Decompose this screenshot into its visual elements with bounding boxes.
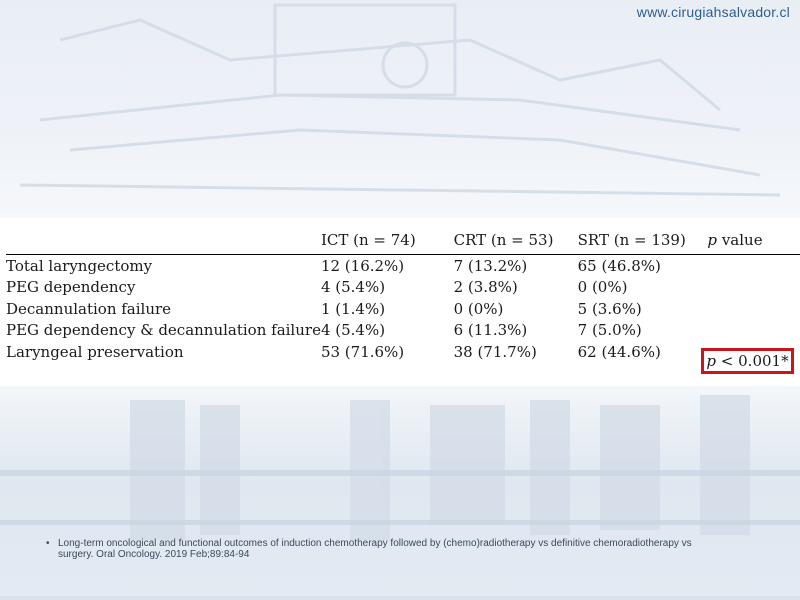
value-word: value: [721, 231, 763, 249]
table-row: [6, 320, 800, 342]
table-row: [6, 341, 800, 363]
header-cell-srt: SRT (n = 139): [578, 226, 708, 255]
cell-ict: 4 (5.4%): [320, 321, 386, 340]
table-row: [6, 255, 800, 277]
row-label: PEG dependency: [6, 278, 136, 297]
row-label: Laryngeal preservation: [6, 342, 184, 361]
site-url[interactable]: www.cirugiahsalvador.cl: [636, 4, 790, 20]
header-cell-ict: ICT (n = 74): [321, 226, 454, 255]
header-cell-p-value: [707, 226, 800, 255]
cell-p: [707, 320, 800, 342]
table-row: [6, 277, 800, 299]
outcomes-table: [6, 226, 800, 363]
cell-crt: 0 (0%): [453, 299, 504, 318]
cell-p: [707, 255, 800, 277]
cell-crt: 38 (71.7%): [453, 342, 537, 361]
row-label: Total laryngectomy: [6, 256, 153, 275]
cell-crt: 2 (3.8%): [453, 278, 518, 297]
cell-p: [707, 298, 800, 320]
citation-bullet: •: [46, 538, 50, 549]
cell-crt: 7 (13.2%): [453, 256, 528, 275]
cell-p: [707, 277, 800, 299]
p-symbol: p: [706, 352, 717, 370]
cell-ict: 53 (71.6%): [320, 342, 405, 361]
cell-ict: 1 (1.4%): [320, 299, 386, 318]
cell-ict: 12 (16.2%): [320, 256, 405, 275]
cell-srt: 62 (44.6%): [577, 342, 661, 361]
table-row: [6, 298, 800, 320]
cell-srt: 0 (0%): [577, 278, 628, 297]
bottom-border: [0, 596, 800, 600]
row-label: PEG dependency & decannulation failure: [6, 321, 321, 340]
header-cell-label: [6, 226, 321, 255]
p-value-text: < 0.001*: [720, 352, 789, 370]
cell-srt: 5 (3.6%): [577, 299, 642, 318]
p-value-highlight-box: [701, 348, 794, 374]
citation-text: Long-term oncological and functional outcomes of induction chemotherapy followed by (chemo)radiotherapy vs definitive chemoradiotherapy vs surgery. Oral Oncology. 2019 Feb;89:84-94: [58, 538, 692, 560]
p-symbol: p: [707, 231, 718, 249]
cell-ict: 4 (5.4%): [320, 278, 386, 297]
cell-crt: 6 (11.3%): [453, 321, 528, 340]
cell-srt: 65 (46.8%): [577, 256, 661, 275]
results-table-panel: [0, 218, 800, 386]
cell-srt: 7 (5.0%): [577, 321, 642, 340]
table-header-row: [6, 226, 800, 255]
row-label: Decannulation failure: [6, 299, 172, 318]
header-cell-crt: CRT (n = 53): [454, 226, 578, 255]
